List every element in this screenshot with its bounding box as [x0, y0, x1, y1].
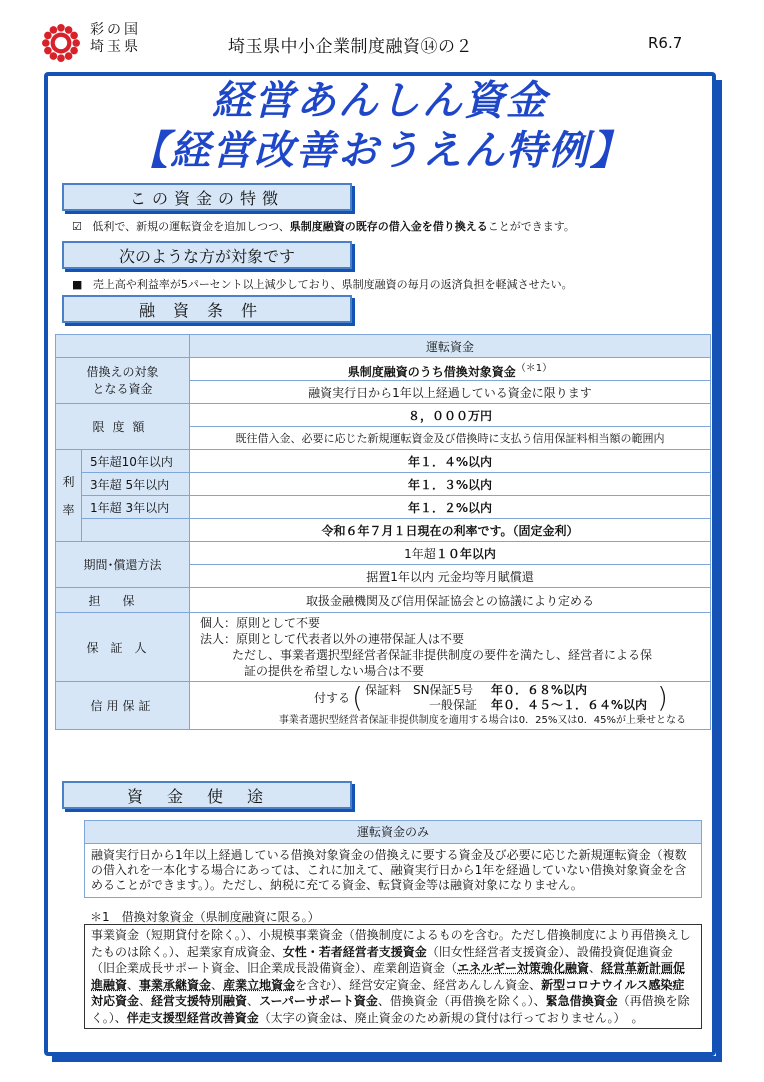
table-row [56, 519, 711, 542]
features-text: ☑ 低利で、新規の運転資金を追加しつつ、県制度融資の既存の借入金を借り換えることができます。 [72, 220, 575, 233]
target-text: ■ 売上高や利益率が5パーセント以上減少しており、県制度融資の毎月の返済負担を軽減させたい。 [72, 278, 573, 291]
refi-note: 融資実行日から1年以上経過している資金に限ります [190, 381, 711, 404]
rate-value: 年１．４%以内 [190, 450, 711, 473]
rate-value: 年１．２%以内 [190, 496, 711, 519]
version-label: R6.7 [648, 34, 683, 52]
table-row [56, 335, 711, 358]
credit-value: 付する ( 保証料 SN保証5号 年０．６８%以内 一般保証 年０．４５～１．６４%以内 ) 事業者選択型経営者保証非提供制度を適用する場合は0．25%又は0．45%が上乗せとなる [190, 682, 711, 730]
usage-box [84, 820, 702, 898]
column-header: 運転資金 [190, 335, 711, 358]
table-row [56, 588, 711, 613]
period-value: 1年超１０年以内 [190, 542, 711, 565]
target-heading: 次のような方が対象です [62, 241, 352, 269]
square-bullet-icon: ■ [72, 278, 83, 291]
usage-box-header: 運転資金のみ [85, 821, 701, 844]
collateral-label: 担保 [56, 588, 190, 613]
footnote-box: 事業資金（短期貸付を除く。）、小規模事業資金（借換制度によるものを含む。ただし借換制度により再借換えしたものは除く。）、起業家育成資金、女性・若者経営者支援資金（旧女性経営者支援資金）、設備投資促進資金（旧企業成長サポート資金、旧企業成長設備資金）、産業創造資金（エネルギー対策強化融資、経営革新計画促進融資、事業承継資金、産業立地資金を含む）、経営安定資金、経営あんしん資金、新型コロナウイルス感染症対応資金、経営支援特別融資、スーパーサポート資金、借換資金（再借換を除く。）、緊急借換資金（再借換を除く。）、伴走支援型経営改善資金（太字の資金は、廃止資金のため新規の貸付は行っておりません。） 。 [84, 924, 702, 1029]
rate-label: 利 率 [56, 450, 82, 542]
rate-value: 年１．３%以内 [190, 473, 711, 496]
main-title [44, 78, 716, 174]
credit-label: 信用保証 [56, 682, 190, 730]
rate-term: 5年超10年以内 [82, 450, 190, 473]
table-row [56, 473, 711, 496]
table-row [56, 542, 711, 565]
frame-shadow [52, 1056, 722, 1062]
conditions-heading: 融資条件 [62, 295, 352, 323]
rate-term: 1年超 3年以内 [82, 496, 190, 519]
footnote-title: ＊1 借換対象資金（県制度融資に限る。） [90, 910, 320, 924]
collateral-value: 取扱金融機関及び信用保証協会との協議により定める [190, 588, 711, 613]
table-row [56, 358, 711, 381]
period-note: 据置1年以内 元金均等月賦償還 [190, 565, 711, 588]
table-row [56, 496, 711, 519]
rate-note: 令和６年７月１日現在の利率です。（固定金利） [190, 519, 711, 542]
guarantor-value: 個人：原則として不要 法人：原則として代表者以外の連帯保証人は不要 ただし、事業者選択型経営者保証非提供制度の要件を満たし、経営者による保 証の提供を希望しない場合は不要 [190, 613, 711, 682]
guarantor-label: 保証人 [56, 613, 190, 682]
table-row [56, 404, 711, 427]
refi-label: 借換えの対象 となる資金 [56, 358, 190, 404]
table-row [56, 450, 711, 473]
limit-label: 限度額 [56, 404, 190, 450]
checkbox-icon: ☑ [72, 220, 82, 233]
usage-heading: 資金使途 [62, 781, 352, 809]
document-title: 埼玉県中小企業制度融資⑭の２ [228, 37, 473, 57]
frame-shadow [716, 80, 722, 1060]
conditions-table [55, 334, 711, 730]
usage-box-text: 融資実行日から1年以上経過している借換対象資金の借換えに要する資金及び必要に応じた新規運転資金（複数の借入れを一本化する場合にあっては、これに加えて、融資実行日から1年を経過していない借換対象資金を含めることができます。）。ただし、納税に充てる資金、転貸資金等は融資対象になりません。 [91, 848, 687, 892]
features-heading: この資金の特徴 [62, 183, 352, 211]
refi-value: 県制度融資のうち借換対象資金$^{(*1)}$ [190, 358, 711, 381]
limit-note: 既往借入金、必要に応じた新規運転資金及び借換時に支払う信用保証料相当額の範囲内 [190, 427, 711, 450]
main-title-line1: 経営あんしん資金 [212, 78, 548, 124]
table-row [56, 682, 711, 730]
rate-term: 3年超 5年以内 [82, 473, 190, 496]
saitama-logo-icon [42, 24, 80, 62]
logo-text: 彩の国 埼玉県 [90, 22, 141, 55]
limit-value: ８，０００万円 [190, 404, 711, 427]
table-row [56, 613, 711, 682]
main-title-line2: 【経営改善おうえん特例】 [128, 128, 632, 174]
period-label: 期間･償還方法 [56, 542, 190, 588]
